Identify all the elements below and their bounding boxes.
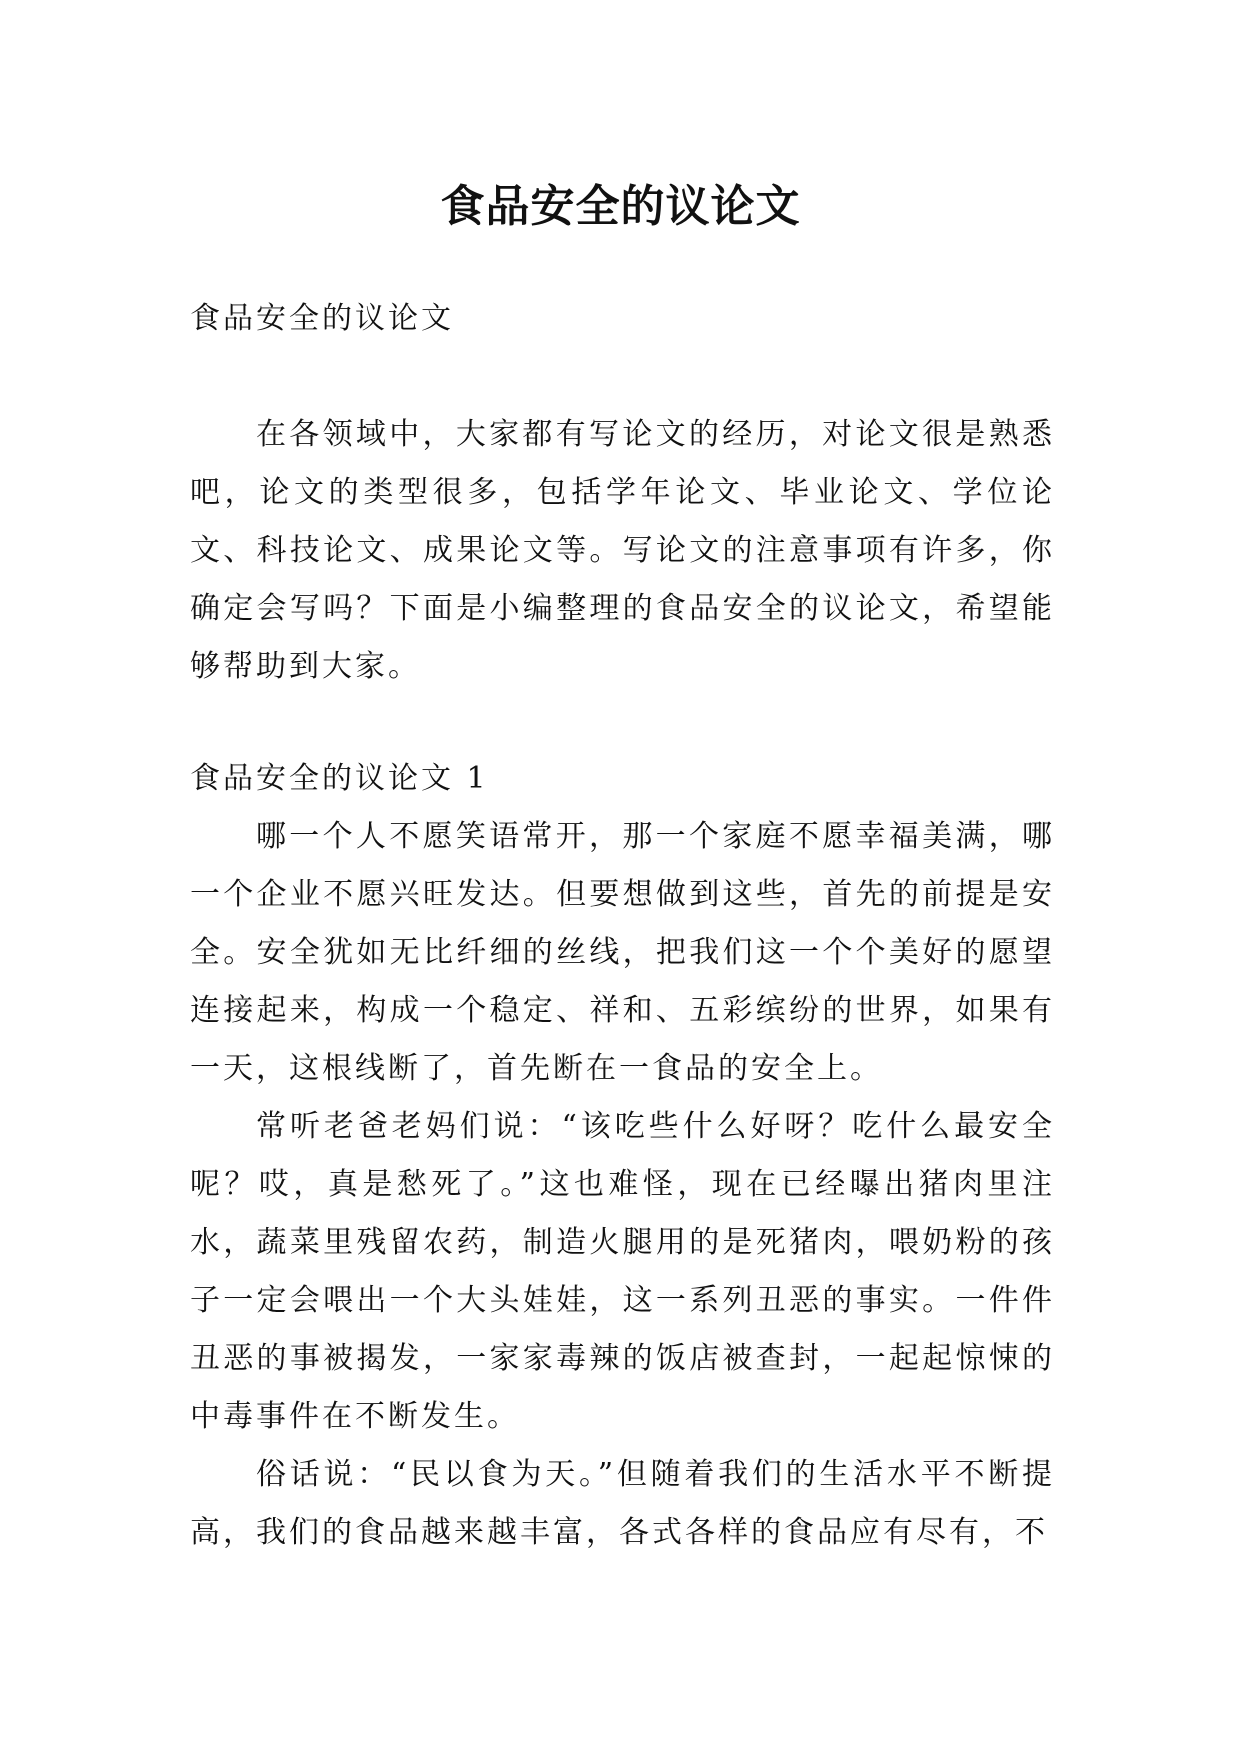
body-paragraph: 常听老爸老妈们说：“该吃些什么好呀？吃什么最安全呢？哎，真是愁死了。”这也难怪，现在已经曝出猪肉里注水，蔬菜里残留农药，制造火腿用的是死猪肉，喂奶粉的孩子一定会喂出一个大头娃娃，这一系列丑恶的事实。一件件丑恶的事被揭发，一家家毒辣的饭店被查封，一起起惊悚的中毒事件在不断发生。 bbox=[190, 1109, 1055, 1434]
intro-paragraph: 在各领域中，大家都有写论文的经历，对论文很是熟悉吧，论文的类型很多，包括学年论文、毕业论文、学位论文、科技论文、成果论文等。写论文的注意事项有许多，你确定会写吗？下面是小编整理的食品安全的议论文，希望能够帮助到大家。 bbox=[190, 417, 1055, 684]
body-paragraph: 哪一个人不愿笑语常开，那一个家庭不愿幸福美满，哪一个企业不愿兴旺发达。但要想做到这些，首先的前提是安全。安全犹如无比纤细的丝线，把我们这一个个美好的愿望连接起来，构成一个稳定、祥和、五彩缤纷的世界，如果有一天，这根线断了，首先断在一食品的安全上。 bbox=[190, 819, 1055, 1086]
document-title: 食品安全的议论文 bbox=[440, 181, 801, 233]
section-heading: 食品安全的议论文 1 bbox=[190, 761, 489, 796]
body-paragraph: 俗话说：“民以食为天。”但随着我们的生活水平不断提高，我们的食品越来越丰富，各式各样的食品应有尽有，不 bbox=[190, 1457, 1055, 1550]
document-subtitle: 食品安全的议论文 bbox=[190, 301, 454, 336]
section-body bbox=[190, 808, 1055, 1562]
